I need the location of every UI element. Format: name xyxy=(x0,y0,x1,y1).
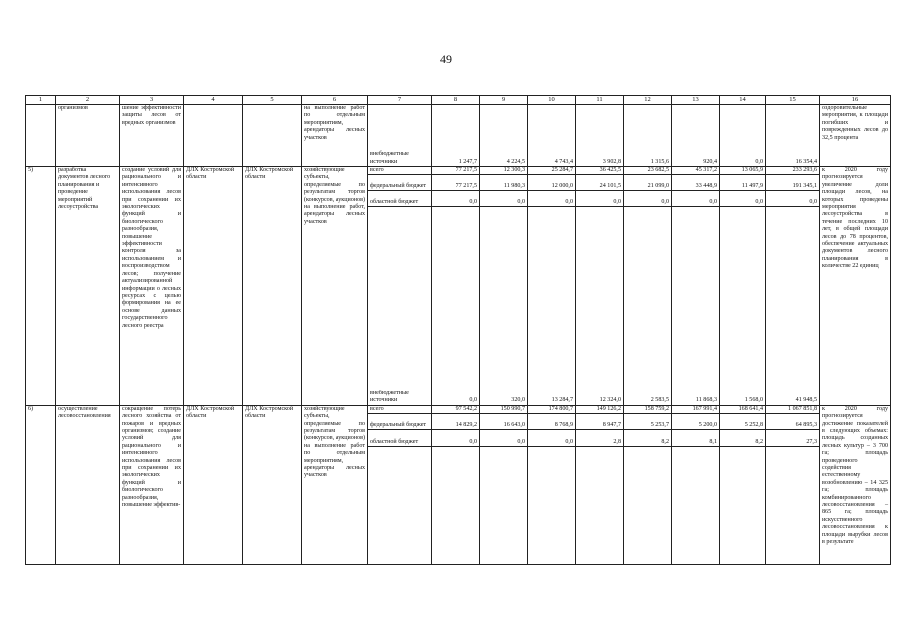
header-cell: 11 xyxy=(576,96,624,105)
value-cell: 168 641,4 xyxy=(720,405,766,413)
header-cell: 5 xyxy=(243,96,302,105)
value-cell: 23 682,5 xyxy=(624,167,672,175)
value-cell: 0,0 xyxy=(432,191,480,207)
header-cell: 9 xyxy=(480,96,528,105)
value-cell: 8 947,7 xyxy=(576,414,624,430)
value-cell: 77 217,5 xyxy=(432,167,480,175)
value-cell: 4 743,4 xyxy=(528,105,576,167)
value-cell: 45 317,2 xyxy=(672,167,720,175)
funding-source: всего xyxy=(368,405,432,413)
value-cell: 191 345,1 xyxy=(766,175,820,191)
funding-source-spacer xyxy=(368,447,432,565)
responsible-executor xyxy=(184,105,243,167)
participants: на выполнение работ по отдельным мероприятиям, арендаторы лесных участков xyxy=(302,105,368,167)
row-number: 5) xyxy=(26,167,56,406)
value-cell: 16 643,0 xyxy=(480,414,528,430)
value-cell: 0,0 xyxy=(480,430,528,447)
value-cell: 0,0 xyxy=(528,191,576,207)
page-number: 49 xyxy=(440,52,452,66)
activity-goal: создание условий для рационального и интенсивного использования лесов при сохранении их экологических функций и биологического разнообразия, повышение эффективности контроля за использованием и воспроизводством лесов; получение актуализированной информации о лесных ресурсах с целью формирования на ее основе данных государственного лесного реестра xyxy=(120,167,184,406)
value-cell: 8,2 xyxy=(624,430,672,447)
value-cell: 16 354,4 xyxy=(766,105,820,167)
value-cell: 0,0 xyxy=(720,105,766,167)
value-cell: 11 868,3 xyxy=(672,390,720,405)
value-cell: 14 829,2 xyxy=(432,414,480,430)
value-cell: 0,0 xyxy=(432,390,480,405)
value-cell: 1 315,6 xyxy=(624,105,672,167)
header-row xyxy=(26,96,891,105)
row-number: 6) xyxy=(26,405,56,564)
header-cell: 7 xyxy=(368,96,432,105)
value-cell: 1 568,0 xyxy=(720,390,766,405)
header-cell: 14 xyxy=(720,96,766,105)
value-cell-spacer xyxy=(624,207,672,390)
value-cell-spacer xyxy=(432,207,480,390)
value-cell-spacer xyxy=(576,207,624,390)
funding-source-spacer xyxy=(368,207,432,390)
value-cell: 64 895,3 xyxy=(766,414,820,430)
value-cell-spacer xyxy=(480,207,528,390)
expected-result: к 2020 году прогнозируется достижение показателей в следующих объемах: площадь созданных лесных культур – 3 700 га; площадь проведенного содействия естественному возобновлению – 14 325 га; площадь комбинированного лесовосстановления – 865 га; площадь искусственного лесовосстановления к площади вырубки лесов в результате xyxy=(820,405,891,564)
value-cell: 149 126,2 xyxy=(576,405,624,413)
value-cell: 12 324,0 xyxy=(576,390,624,405)
responsible-executor: ДЛХ Костромской области xyxy=(184,167,243,406)
activity-name: разработка документов лесного планирования и проведение мероприятий лесоустройства xyxy=(56,167,120,406)
expected-result: оздоровительные мероприятия, к площади погибших и поврежденных лесов до 32,5 процента xyxy=(820,105,891,167)
value-cell: 174 800,7 xyxy=(528,405,576,413)
value-cell-spacer xyxy=(766,207,820,390)
value-cell-spacer xyxy=(528,207,576,390)
value-cell-spacer xyxy=(672,207,720,390)
value-cell: 97 542,2 xyxy=(432,405,480,413)
header-cell: 8 xyxy=(432,96,480,105)
value-cell: 0,0 xyxy=(720,191,766,207)
value-cell: 12 300,3 xyxy=(480,167,528,175)
value-cell: 24 101,5 xyxy=(576,175,624,191)
value-cell: 2 583,5 xyxy=(624,390,672,405)
value-cell: 0,0 xyxy=(480,191,528,207)
value-cell: 0,0 xyxy=(528,430,576,447)
funding-source: областной бюджет xyxy=(368,430,432,447)
header-cell: 6 xyxy=(302,96,368,105)
funding-source: федеральный бюджет xyxy=(368,414,432,430)
value-cell: 233 293,6 xyxy=(766,167,820,175)
value-cell: 5 253,7 xyxy=(624,414,672,430)
value-cell: 167 991,4 xyxy=(672,405,720,413)
table-row xyxy=(26,405,891,413)
value-cell-spacer xyxy=(672,447,720,565)
co-executor: ДЛХ Костромской области xyxy=(243,167,302,406)
value-cell-spacer xyxy=(720,207,766,390)
funding-source: областной бюджет xyxy=(368,191,432,207)
participants: хозяйствующие субъекты, определяемые по результатам торгов (конкурсов, аукционов) на выполнение работ по отдельным мероприятиям, арендаторы лесных участков xyxy=(302,405,368,564)
value-cell: 8,2 xyxy=(720,430,766,447)
value-cell: 1 067 851,8 xyxy=(766,405,820,413)
value-cell: 0,0 xyxy=(432,430,480,447)
expected-result: к 2020 году прогнозируется увеличение доли площади лесов, на которых проведены мероприятия лесоустройства в течение последних 10 лет, в общей площади лесов до 78 процентов, обеспечение актуальных документов лесного планирования в количестве 22 единиц xyxy=(820,167,891,406)
value-cell-spacer xyxy=(528,447,576,565)
value-cell: 158 759,2 xyxy=(624,405,672,413)
value-cell: 12 000,0 xyxy=(528,175,576,191)
value-cell: 27,3 xyxy=(766,430,820,447)
funding-source: внебюджетные источники xyxy=(368,105,432,167)
value-cell: 2,8 xyxy=(576,430,624,447)
activity-name: осуществление лесовосстановления xyxy=(56,405,120,564)
value-cell: 0,0 xyxy=(624,191,672,207)
header-cell: 13 xyxy=(672,96,720,105)
header-cell: 4 xyxy=(184,96,243,105)
value-cell: 36 425,5 xyxy=(576,167,624,175)
value-cell-spacer xyxy=(766,447,820,565)
value-cell: 4 224,5 xyxy=(480,105,528,167)
value-cell: 0,0 xyxy=(766,191,820,207)
value-cell: 77 217,5 xyxy=(432,175,480,191)
co-executor: ДЛХ Костромской области xyxy=(243,405,302,564)
value-cell: 13 284,7 xyxy=(528,390,576,405)
value-cell: 5 200,0 xyxy=(672,414,720,430)
funding-source: федеральный бюджет xyxy=(368,175,432,191)
value-cell: 11 497,9 xyxy=(720,175,766,191)
value-cell: 0,0 xyxy=(672,191,720,207)
value-cell-spacer xyxy=(720,447,766,565)
activity-goal: шение эффективности защиты лесов от вредных организмов xyxy=(120,105,184,167)
header-cell: 16 xyxy=(820,96,891,105)
value-cell: 8 768,9 xyxy=(528,414,576,430)
header-cell: 3 xyxy=(120,96,184,105)
value-cell: 33 448,9 xyxy=(672,175,720,191)
value-cell: 150 990,7 xyxy=(480,405,528,413)
header-cell: 15 xyxy=(766,96,820,105)
value-cell-spacer xyxy=(624,447,672,565)
participants: хозяйствующие субъекты, определяемые по результатам торгов (конкурсов, аукционов) на выполнение работ, арендаторы лесных участков xyxy=(302,167,368,406)
program-table xyxy=(25,95,891,565)
funding-source: внебюджетные источники xyxy=(368,390,432,405)
value-cell: 320,0 xyxy=(480,390,528,405)
value-cell: 21 099,0 xyxy=(624,175,672,191)
value-cell-spacer xyxy=(432,447,480,565)
activity-goal: сокращение потерь лесного хозяйства от пожаров и вредных организмов; создание условий для рационального и интенсивного использования лесов при сохранении их экологических функций и биологического разнообразия, повышение эффектив- xyxy=(120,405,184,564)
value-cell: 11 980,3 xyxy=(480,175,528,191)
header-cell: 1 xyxy=(26,96,56,105)
value-cell: 5 252,8 xyxy=(720,414,766,430)
value-cell: 13 065,9 xyxy=(720,167,766,175)
header-cell: 12 xyxy=(624,96,672,105)
header-cell: 10 xyxy=(528,96,576,105)
row-number xyxy=(26,105,56,167)
value-cell: 25 284,7 xyxy=(528,167,576,175)
co-executor xyxy=(243,105,302,167)
value-cell: 920,4 xyxy=(672,105,720,167)
value-cell: 1 247,7 xyxy=(432,105,480,167)
value-cell: 3 902,8 xyxy=(576,105,624,167)
value-cell-spacer xyxy=(480,447,528,565)
value-cell-spacer xyxy=(576,447,624,565)
responsible-executor: ДЛХ Костромской области xyxy=(184,405,243,564)
header-cell: 2 xyxy=(56,96,120,105)
funding-source: всего xyxy=(368,167,432,175)
value-cell: 41 948,5 xyxy=(766,390,820,405)
table-row xyxy=(26,167,891,175)
value-cell: 8,1 xyxy=(672,430,720,447)
activity-name: организмов xyxy=(56,105,120,167)
value-cell: 0,0 xyxy=(576,191,624,207)
table-row xyxy=(26,105,891,167)
